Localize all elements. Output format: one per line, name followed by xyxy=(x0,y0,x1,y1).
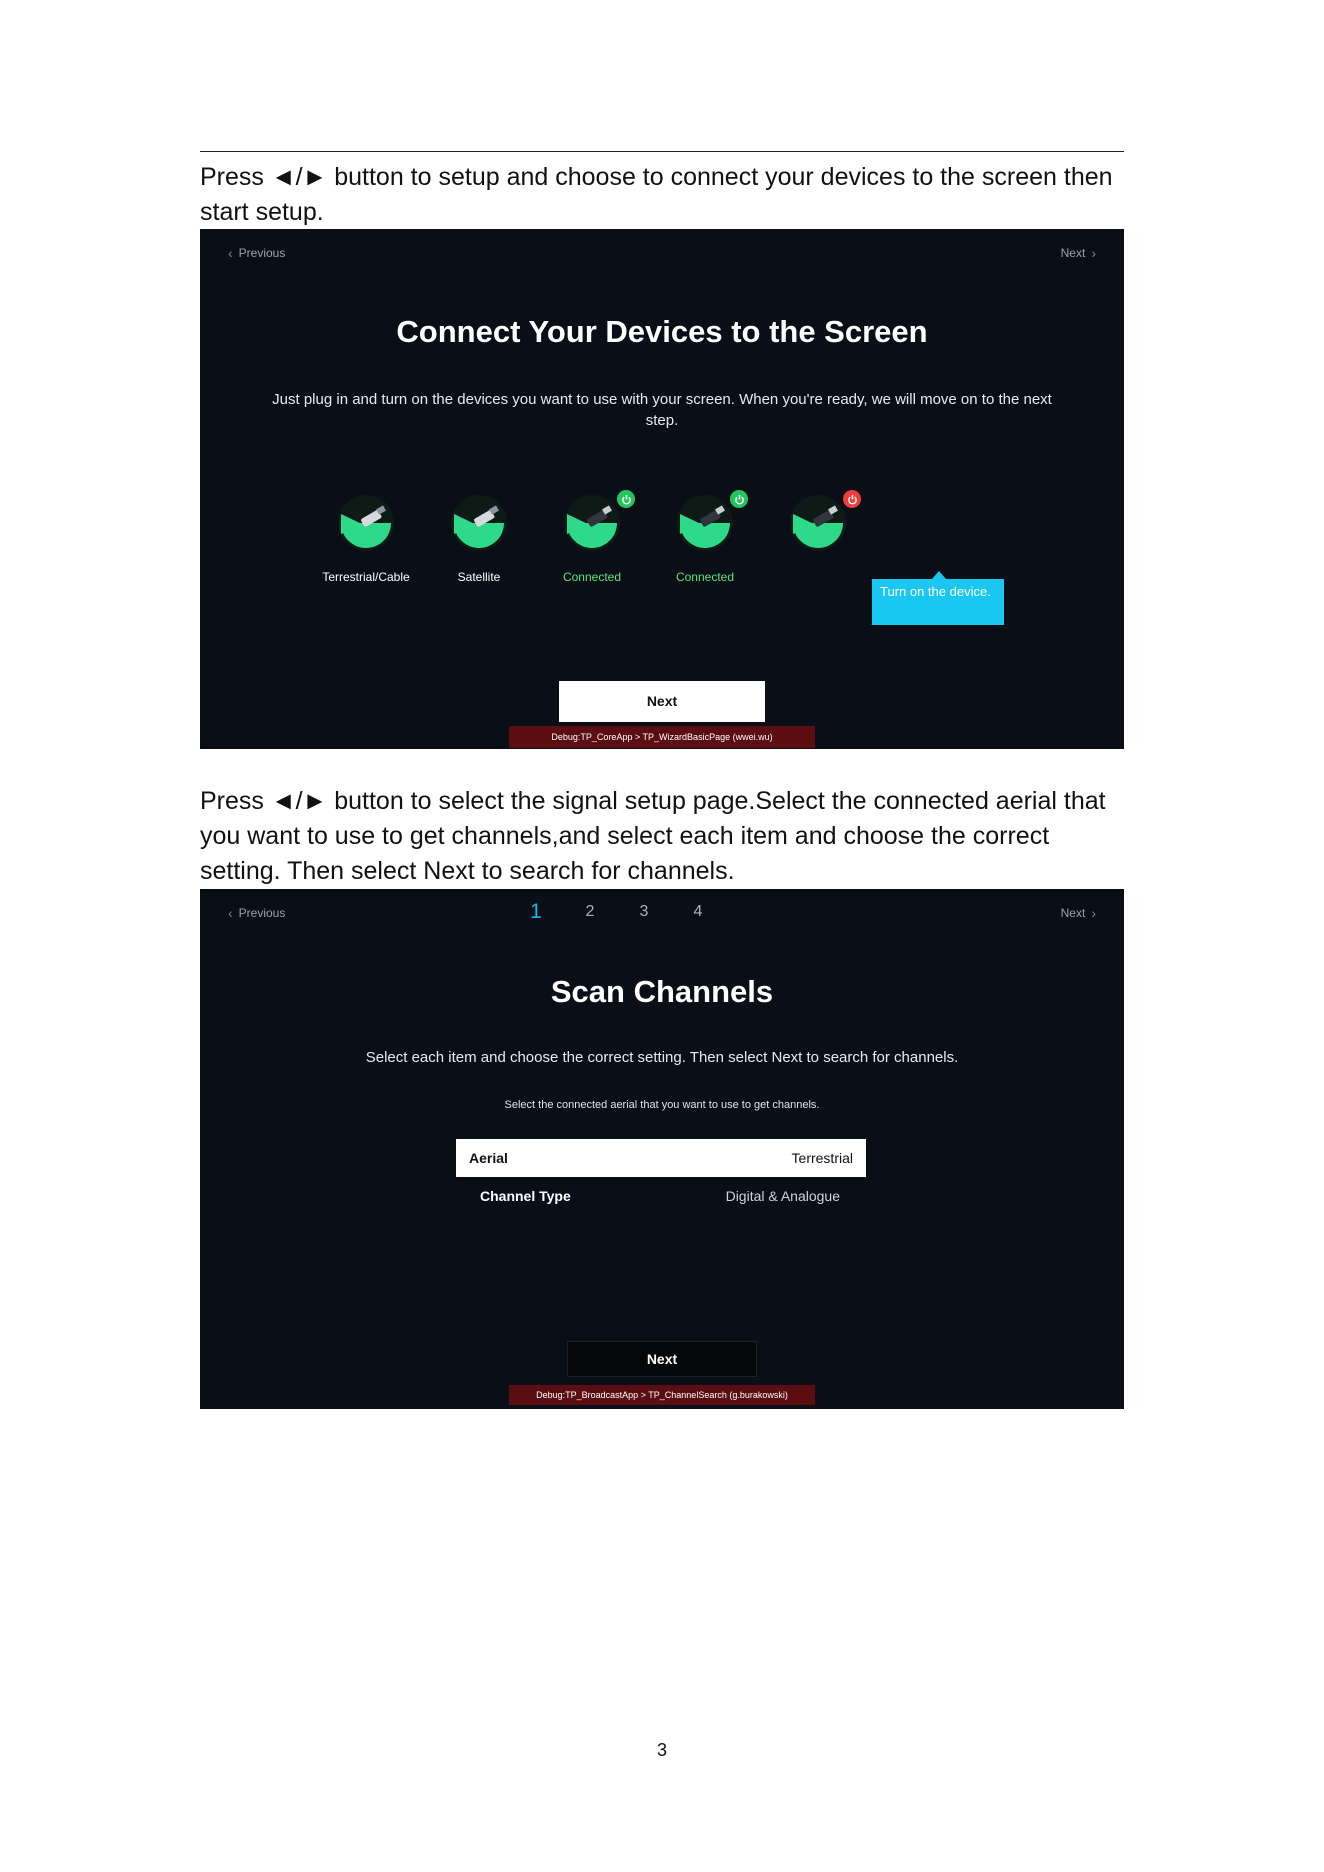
chevron-left-icon: ‹ xyxy=(228,905,233,921)
antenna-icon xyxy=(789,494,847,552)
next-button[interactable]: Next xyxy=(567,1341,757,1377)
power-on-icon xyxy=(730,490,748,508)
channel-type-row[interactable] xyxy=(456,1177,866,1215)
debug-banner: Debug:TP_CoreApp > TP_WizardBasicPage (wwei.wu) xyxy=(509,726,815,748)
step-2: 2 xyxy=(585,903,595,920)
previous-nav[interactable] xyxy=(228,245,285,261)
device-label: Satellite xyxy=(457,570,501,584)
antenna-icon xyxy=(676,494,734,552)
next-nav-label: Next xyxy=(1060,246,1086,260)
page-number: 3 xyxy=(656,1740,667,1760)
chevron-right-icon: › xyxy=(1091,905,1096,921)
device-label: Terrestrial/Cable xyxy=(322,570,410,584)
next-nav-label: Next xyxy=(1060,906,1086,920)
previous-label: Previous xyxy=(238,906,286,920)
debug-banner: Debug:TP_BroadcastApp > TP_ChannelSearch (g.burakowski) xyxy=(509,1385,815,1405)
device-terrestrial-cable[interactable] xyxy=(301,494,431,584)
turn-on-tooltip: Turn on the device. xyxy=(872,579,1004,625)
next-nav[interactable] xyxy=(1061,245,1096,261)
page-title: Connect Your Devices to the Screen xyxy=(396,314,928,349)
chevron-left-icon: ‹ xyxy=(228,245,233,261)
row-label: Aerial xyxy=(469,1150,508,1166)
screenshot-scan-channels xyxy=(200,889,1124,1409)
screenshot-connect-devices xyxy=(200,229,1124,749)
device-off[interactable] xyxy=(753,494,883,552)
antenna-icon xyxy=(337,494,395,552)
device-connected-1[interactable] xyxy=(527,494,657,584)
step-1: 1 xyxy=(530,900,542,923)
aerial-hint: Select the connected aerial that you want to use to get channels. xyxy=(504,1099,820,1111)
device-satellite[interactable] xyxy=(414,494,544,584)
chevron-right-icon: › xyxy=(1091,245,1096,261)
header-rule xyxy=(200,151,1124,152)
power-on-icon xyxy=(617,490,635,508)
page-subtitle: Select each item and choose the correct setting. Then select Next to search for channels. xyxy=(365,1049,959,1066)
device-label: Connected xyxy=(562,570,622,584)
antenna-icon xyxy=(450,494,508,552)
device-label: Connected xyxy=(675,570,735,584)
step-indicator xyxy=(200,900,1124,924)
instruction-step1: Press ◄/► button to setup and choose to connect your devices to the screen then start setup. xyxy=(200,163,1113,226)
row-label: Channel Type xyxy=(480,1188,571,1204)
row-value: Digital & Analogue xyxy=(725,1188,840,1204)
next-button[interactable]: Next xyxy=(559,681,765,722)
page-subtitle: Just plug in and turn on the devices you want to use with your screen. When you're ready, we will move on to the next step. xyxy=(272,391,1052,429)
aerial-row[interactable] xyxy=(456,1139,866,1177)
step-4: 4 xyxy=(693,903,703,920)
power-off-icon xyxy=(843,490,861,508)
previous-label: Previous xyxy=(238,246,286,260)
page-title: Scan Channels xyxy=(550,974,774,1009)
row-value: Terrestrial xyxy=(791,1150,853,1166)
antenna-icon xyxy=(563,494,621,552)
device-connected-2[interactable] xyxy=(640,494,770,584)
step-3: 3 xyxy=(639,903,649,920)
next-nav[interactable] xyxy=(1061,905,1096,921)
instruction-step2: Press ◄/► button to select the signal setup page.Select the connected aerial that you want to use to get channels,and select each item and choose the correct setting. Then select Next to search for channels. xyxy=(200,787,1106,885)
